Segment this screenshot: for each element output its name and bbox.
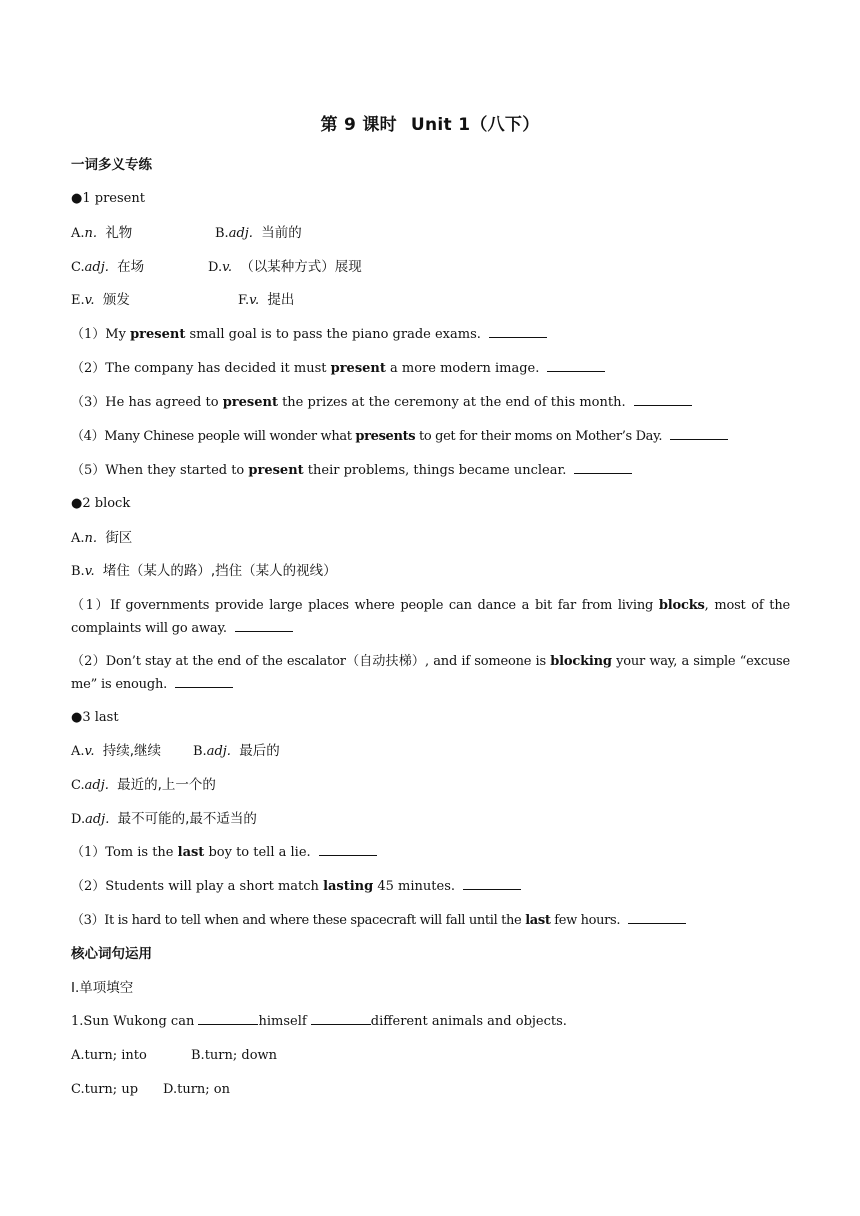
options-row-present-ab: A.n. 礼物 B.adj. 当前的 bbox=[71, 225, 302, 241]
question-last-2: （2）Students will play a short match lasting 45 minutes. bbox=[71, 878, 790, 896]
question-mc-1: 1.Sun Wukong can himself different animals and objects. bbox=[71, 1014, 567, 1029]
unit-label: Unit 1（八下） bbox=[410, 115, 540, 135]
question-block-2: （2）Don’t stay at the end of the escalator（自动扶梯）, and if someone is blocking your way, a simple “excuse me” is enough. bbox=[71, 654, 790, 692]
question-present-1: （1）My present small goal is to pass the piano grade exams. bbox=[71, 326, 790, 344]
mc-options-row-cd: C.turn; up D.turn; on bbox=[71, 1082, 230, 1097]
option-block-b: B.v. 堵住（某人的路）,挡住（某人的视线） bbox=[71, 563, 337, 579]
answer-blank[interactable] bbox=[319, 844, 377, 856]
word-group-header-last: ●3 last bbox=[71, 710, 119, 725]
answer-blank[interactable] bbox=[634, 394, 692, 406]
option-block-a: A.n. 街区 bbox=[71, 530, 133, 546]
answer-blank[interactable] bbox=[175, 676, 233, 688]
section-heading-core-usage: 核心词句运用 bbox=[71, 946, 152, 962]
answer-blank[interactable] bbox=[489, 326, 547, 338]
answer-blank[interactable] bbox=[198, 1013, 258, 1025]
options-row-present-cd: C.adj. 在场 D.v. （以某种方式）展现 bbox=[71, 259, 362, 275]
question-last-1: （1）Tom is the last boy to tell a lie. bbox=[71, 844, 790, 862]
options-row-last-ab: A.v. 持续,继续 B.adj. 最后的 bbox=[71, 743, 280, 759]
answer-blank[interactable] bbox=[463, 878, 521, 890]
question-present-5: （5）When they started to present their problems, things became unclear. bbox=[71, 462, 790, 480]
option-last-d: D.adj. 最不可能的,最不适当的 bbox=[71, 811, 257, 827]
word-group-header-present: ●1 present bbox=[71, 191, 145, 206]
question-last-3: （3）It is hard to tell when and where these spacecraft will fall until the last few hours. bbox=[71, 912, 790, 930]
lesson-number: 第 9 课时 bbox=[320, 115, 397, 135]
question-present-2: （2）The company has decided it must present a more modern image. bbox=[71, 360, 790, 378]
answer-blank[interactable] bbox=[574, 462, 632, 474]
answer-blank[interactable] bbox=[547, 360, 605, 372]
answer-blank[interactable] bbox=[311, 1013, 371, 1025]
mc-options-row-ab: A.turn; into B.turn; down bbox=[71, 1048, 278, 1063]
options-row-present-ef: E.v. 颁发 F.v. 提出 bbox=[71, 292, 295, 308]
answer-blank[interactable] bbox=[670, 428, 728, 440]
page-title bbox=[0, 110, 860, 135]
question-block-1: （1）If governments provide large places where people can dance a bit far from living blocks, most of the complaints will go away. bbox=[71, 598, 790, 636]
section-heading-polysemy: 一词多义专练 bbox=[71, 157, 152, 173]
subheading-single-choice: Ⅰ.单项填空 bbox=[71, 980, 134, 996]
question-present-3: （3）He has agreed to present the prizes at the ceremony at the end of this month. bbox=[71, 394, 790, 412]
answer-blank[interactable] bbox=[235, 620, 293, 632]
question-present-4: （4）Many Chinese people will wonder what presents to get for their moms on Mother’s Day. bbox=[71, 428, 790, 446]
answer-blank[interactable] bbox=[628, 912, 686, 924]
word-group-header-block: ●2 block bbox=[71, 496, 131, 511]
option-last-c: C.adj. 最近的,上一个的 bbox=[71, 777, 216, 793]
